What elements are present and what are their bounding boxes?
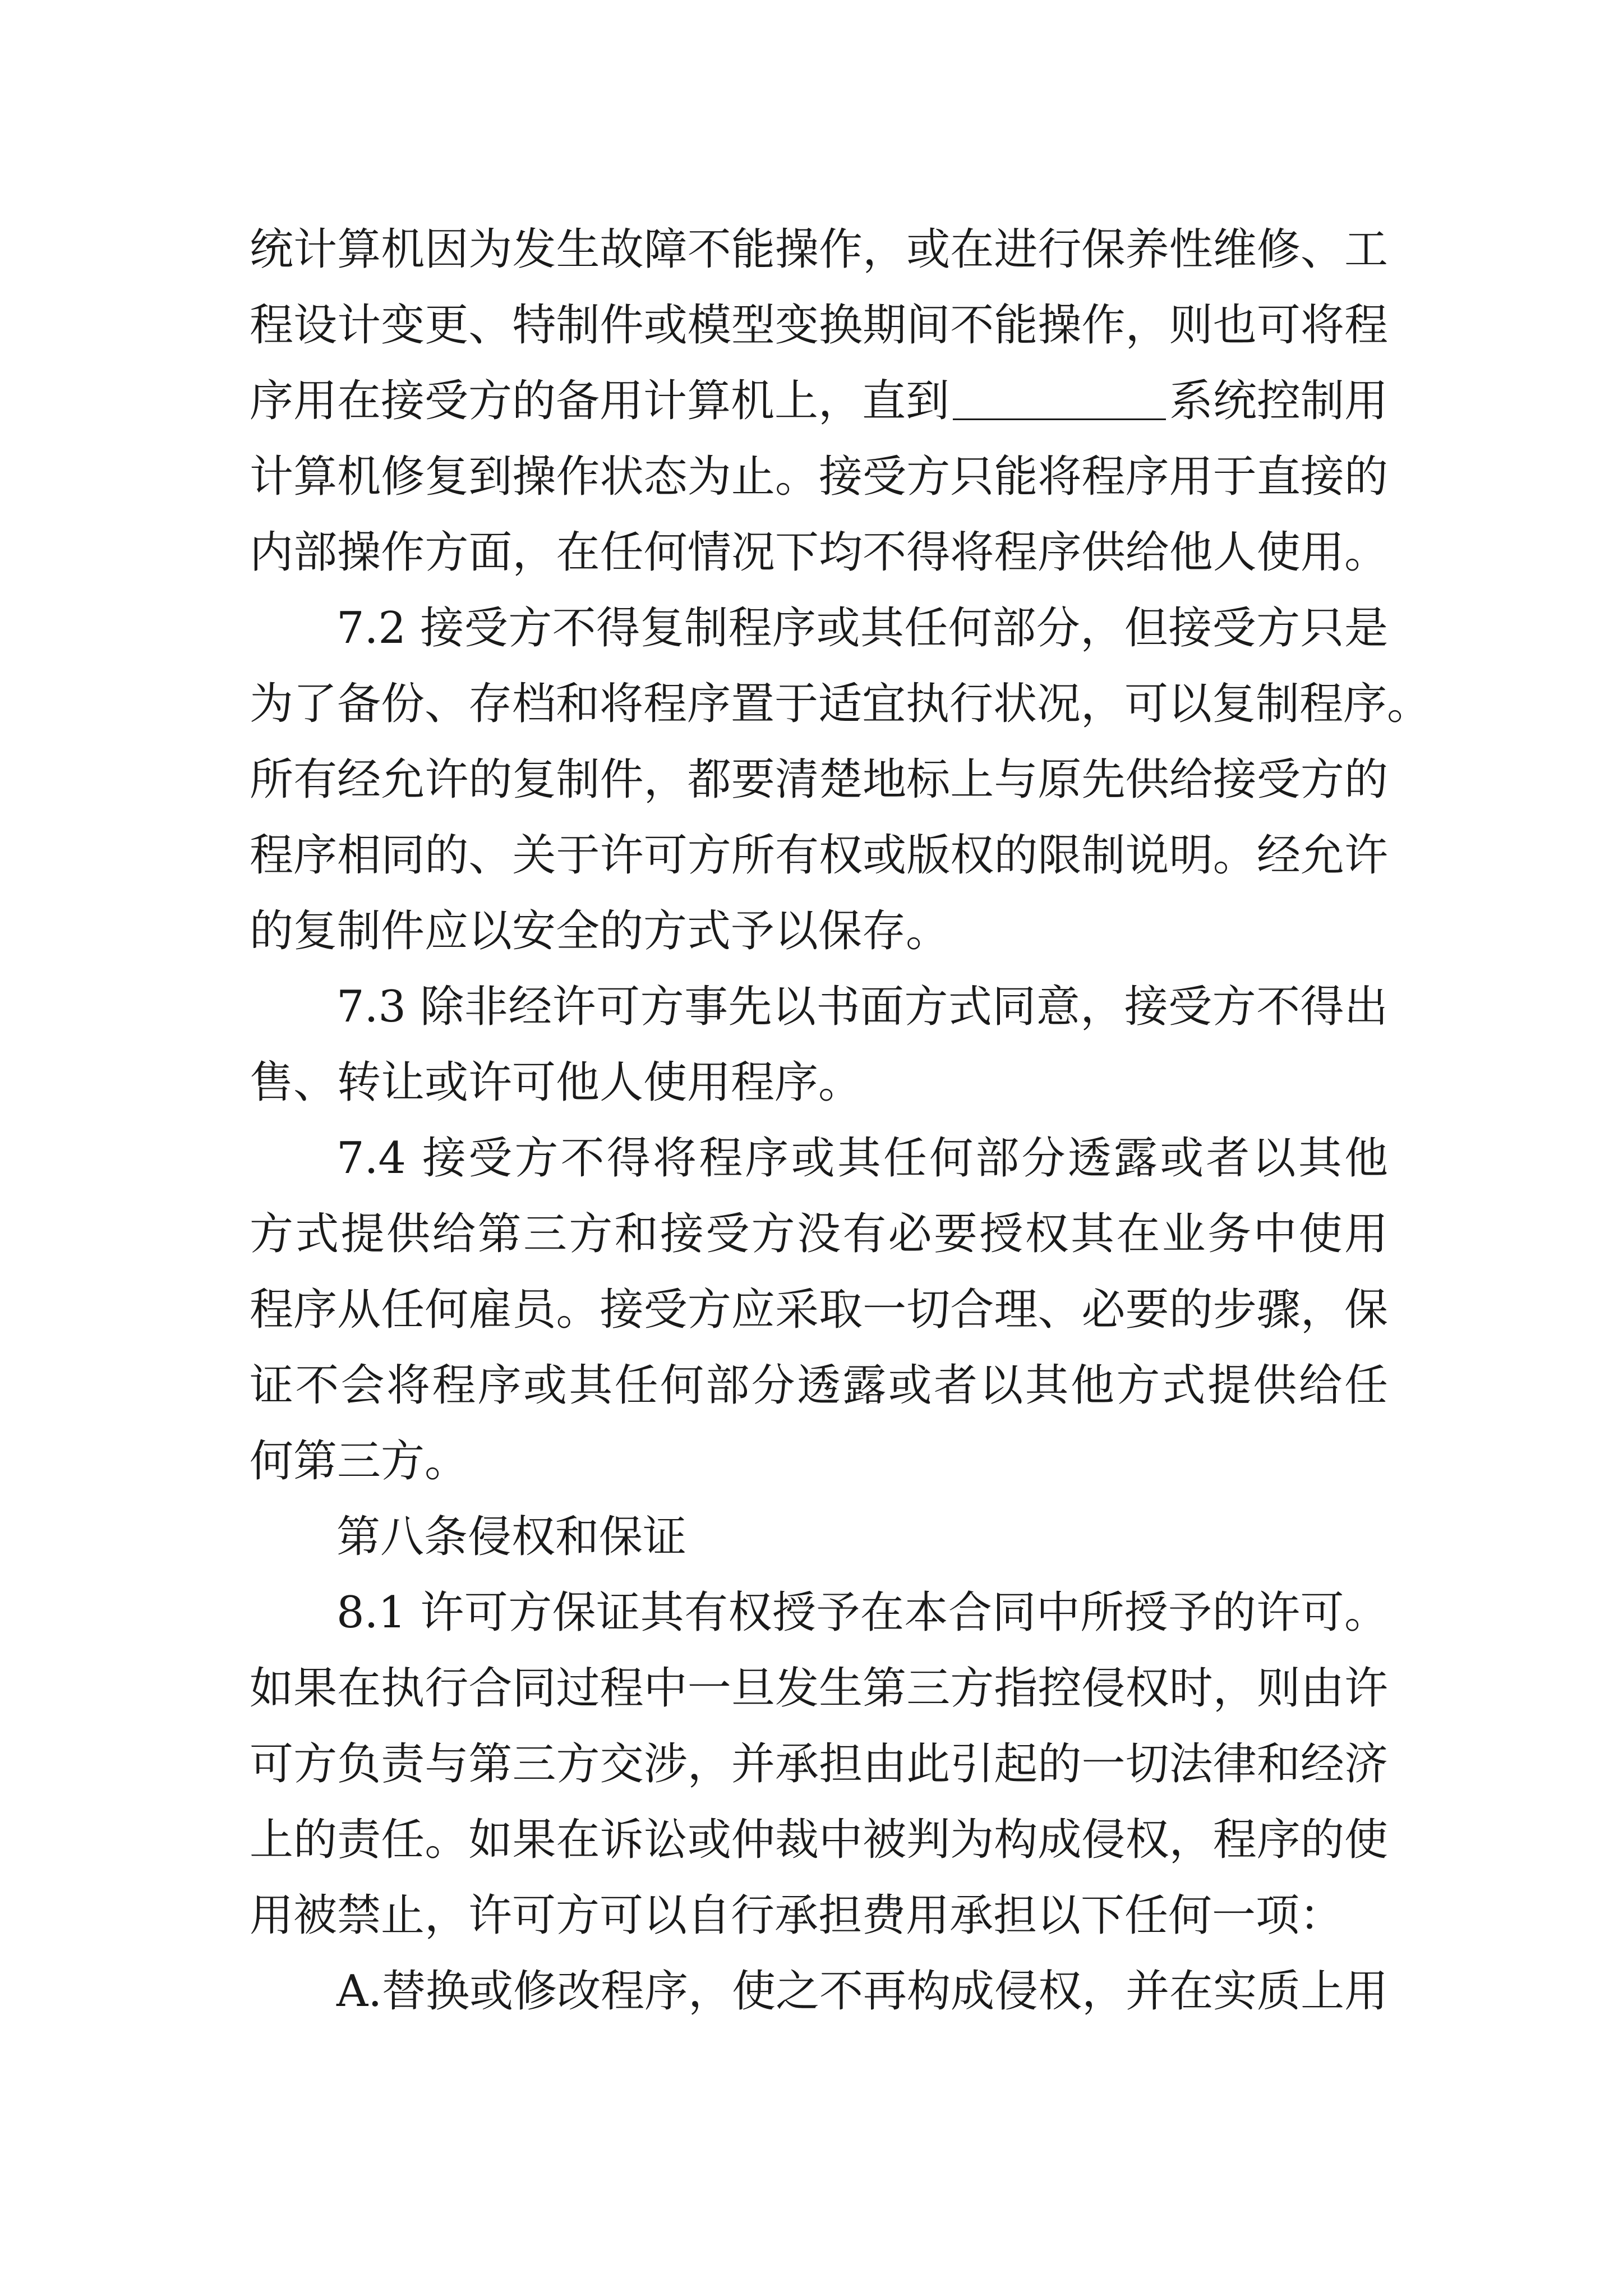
text-line: 的复制件应以安全的方式予以保存。 bbox=[250, 906, 950, 956]
clause-7-3: 7.3 除非经许可方事先以书面方式同意，接受方不得出 bbox=[336, 982, 1388, 1032]
text-line: 方式提供给第三方和接受方没有必要授权其在业务中使用 bbox=[250, 1209, 1388, 1259]
text-line: 证不会将程序或其任何部分透露或者以其他方式提供给任 bbox=[250, 1360, 1388, 1411]
text-segment: 系统控制用 bbox=[1169, 376, 1389, 426]
text-line: 程设计变更、特制件或模型变换期间不能操作，则也可将程 bbox=[250, 300, 1388, 351]
section-heading: 第八条侵权和保证 bbox=[336, 1512, 687, 1562]
text-line: 所有经允许的复制件，都要清楚地标上与原先供给接受方的 bbox=[250, 754, 1388, 805]
text-segment: 序用在接受方的备用计算机上，直到 bbox=[250, 376, 950, 426]
clause-8-1-a: A.替换或修改程序，使之不再构成侵权，并在实质上用 bbox=[336, 1966, 1389, 2017]
text-line: 程序相同的、关于许可方所有权或版权的限制说明。经允许 bbox=[250, 830, 1388, 881]
clause-7-2: 7.2 接受方不得复制程序或其任何部分，但接受方只是 bbox=[336, 603, 1388, 654]
blank-fill-line bbox=[953, 379, 1166, 420]
clause-8-1: 8.1 许可方保证其有权授予在本合同中所授予的许可。 bbox=[336, 1588, 1388, 1638]
text-line: 统计算机因为发生故障不能操作，或在进行保养性维修、工 bbox=[250, 224, 1388, 275]
text-line: 程序从任何雇员。接受方应采取一切合理、必要的步骤，保 bbox=[250, 1285, 1388, 1335]
text-line: 内部操作方面，在任何情况下均不得将程序供给他人使用。 bbox=[250, 527, 1388, 578]
clause-7-4: 7.4 接受方不得将程序或其任何部分透露或者以其他 bbox=[336, 1133, 1388, 1184]
text-line: 如果在执行合同过程中一旦发生第三方指控侵权时，则由许 bbox=[250, 1663, 1388, 1714]
text-line: 售、转让或许可他人使用程序。 bbox=[250, 1057, 863, 1108]
text-line: 可方负责与第三方交涉，并承担由此引起的一切法律和经济 bbox=[250, 1739, 1388, 1789]
text-line: 上的责任。如果在诉讼或仲裁中被判为构成侵权，程序的使 bbox=[250, 1815, 1388, 1865]
text-line: 何第三方。 bbox=[250, 1436, 469, 1487]
text-line: 计算机修复到操作状态为止。接受方只能将程序用于直接的 bbox=[250, 452, 1388, 502]
text-line: 为了备份、存档和将程序置于适宜执行状况，可以复制程序。 bbox=[250, 679, 1431, 729]
text-line bbox=[250, 373, 1388, 429]
text-line: 用被禁止，许可方可以自行承担费用承担以下任何一项： bbox=[250, 1890, 1344, 1941]
